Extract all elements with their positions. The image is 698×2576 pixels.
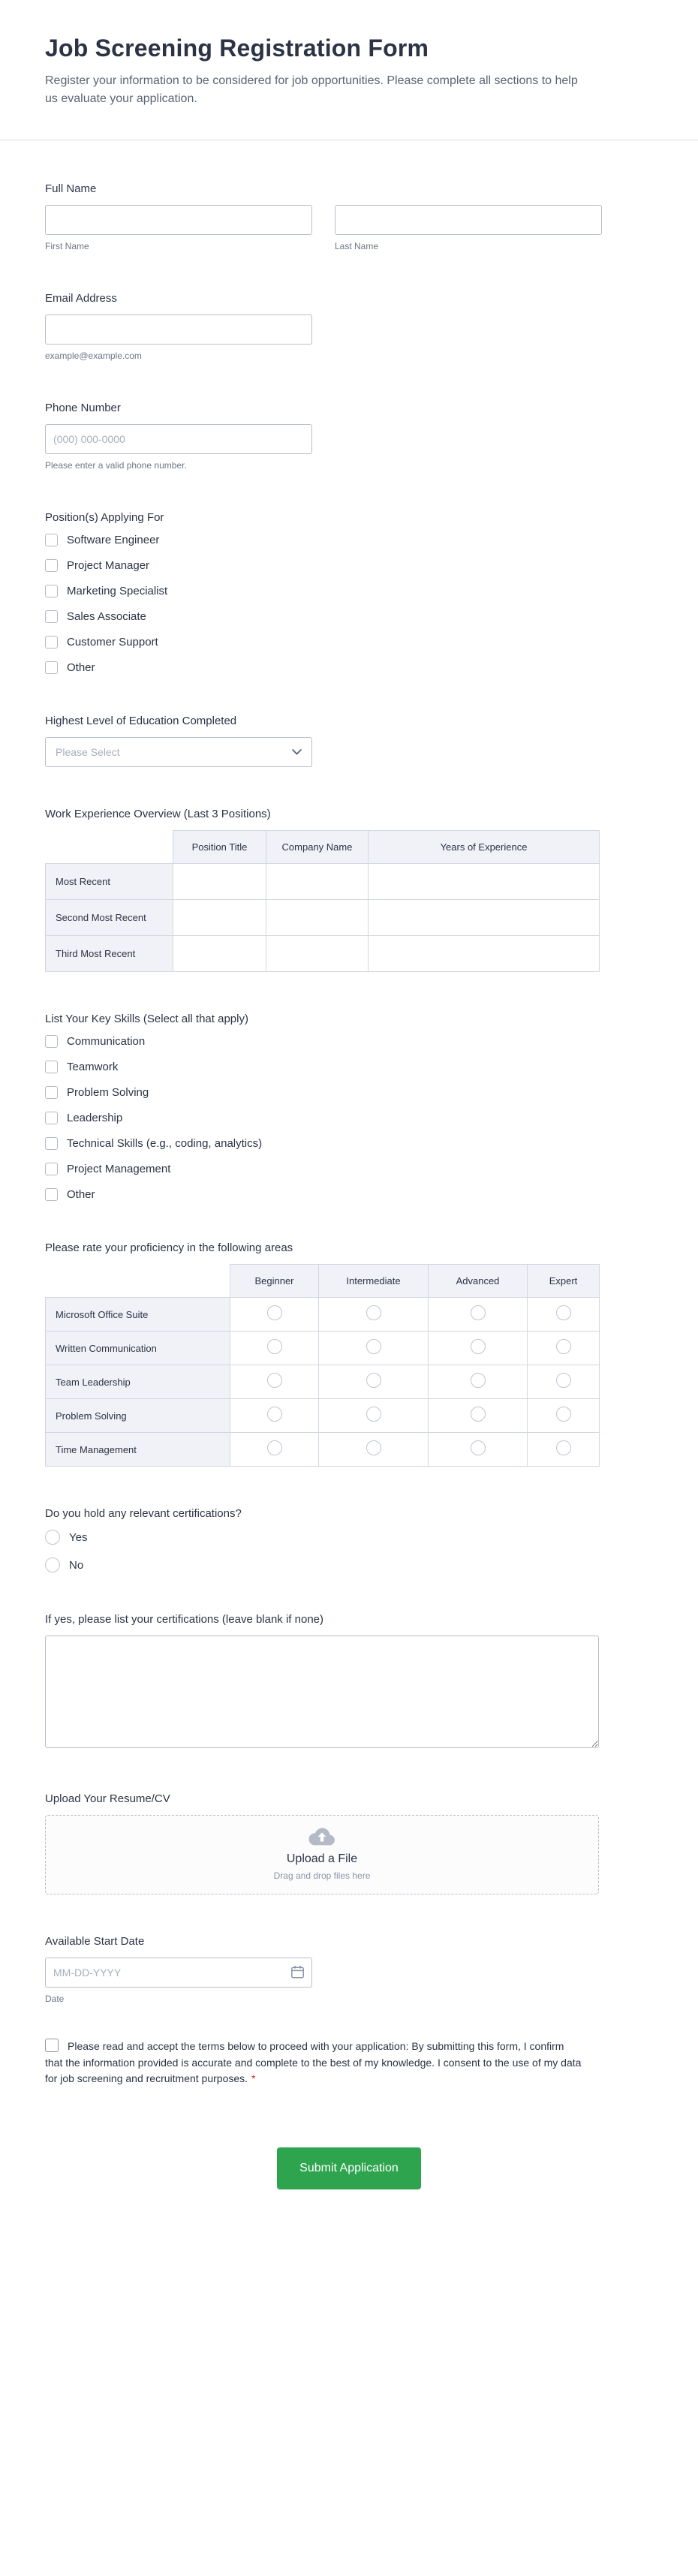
proficiency-cell — [230, 1365, 319, 1399]
upload-cloud-icon — [308, 1827, 336, 1847]
positions-label: Position(s) Applying For — [45, 511, 164, 524]
radio-button[interactable] — [267, 1339, 282, 1354]
field-proficiency — [45, 1241, 653, 1467]
position-option-sales-associate[interactable] — [45, 610, 653, 623]
certifications-question-label: Do you hold any relevant certifications? — [45, 1507, 242, 1520]
work-cell-input[interactable] — [369, 900, 599, 935]
checkbox-icon[interactable] — [45, 534, 58, 546]
work-cell — [266, 864, 369, 900]
option-label: Technical Skills (e.g., coding, analytics) — [67, 1137, 263, 1150]
proficiency-row-microsoft-office-suite — [46, 1298, 600, 1332]
last-name-input[interactable] — [335, 205, 602, 235]
work-experience-table — [45, 830, 600, 972]
option-label: Leadership — [67, 1112, 123, 1124]
work-cell — [266, 936, 369, 972]
radio-button[interactable] — [366, 1407, 381, 1422]
radio-button[interactable] — [556, 1339, 571, 1354]
proficiency-cell — [429, 1298, 528, 1332]
skill-option-problem-solving[interactable] — [45, 1086, 653, 1099]
radio-button[interactable] — [471, 1339, 486, 1354]
work-cell-input[interactable] — [173, 936, 266, 971]
field-terms — [45, 2039, 582, 2087]
field-certifications-question — [45, 1507, 653, 1572]
certifications-option-yes[interactable] — [45, 1530, 653, 1545]
proficiency-label: Please rate your proficiency in the following areas — [45, 1241, 293, 1254]
work-row-header: Second Most Recent — [46, 900, 173, 936]
work-cell-input[interactable] — [266, 936, 368, 971]
proficiency-cell — [429, 1365, 528, 1399]
terms-paragraph — [45, 2039, 582, 2087]
work-header-row — [46, 831, 600, 864]
proficiency-row-problem-solving — [46, 1399, 600, 1433]
checkbox-icon[interactable] — [45, 1188, 58, 1201]
checkbox-icon[interactable] — [45, 1086, 58, 1099]
field-education — [45, 715, 653, 767]
checkbox-icon[interactable] — [45, 1035, 58, 1048]
option-label: Project Manager — [67, 559, 150, 572]
file-upload-dropzone[interactable] — [45, 1815, 599, 1894]
proficiency-cell — [429, 1399, 528, 1433]
radio-button[interactable] — [366, 1305, 381, 1320]
option-label: Software Engineer — [67, 534, 160, 546]
phone-label: Phone Number — [45, 402, 121, 414]
proficiency-cell — [528, 1365, 600, 1399]
proficiency-cell — [319, 1365, 429, 1399]
radio-button[interactable] — [471, 1407, 486, 1422]
work-row-header: Most Recent — [46, 864, 173, 900]
position-option-marketing-specialist[interactable] — [45, 585, 653, 597]
phone-input[interactable] — [45, 424, 312, 454]
option-label: Communication — [67, 1035, 146, 1048]
checkbox-icon[interactable] — [45, 661, 58, 674]
position-option-customer-support[interactable] — [45, 636, 653, 649]
radio-button[interactable] — [471, 1440, 486, 1455]
skill-option-technical-skills[interactable] — [45, 1137, 653, 1150]
work-cell — [369, 864, 600, 900]
proficiency-row-header: Microsoft Office Suite — [46, 1298, 230, 1332]
checkbox-icon[interactable] — [45, 1061, 58, 1073]
upload-file-button[interactable]: Upload a File — [286, 1852, 358, 1865]
resume-upload-label: Upload Your Resume/CV — [45, 1792, 170, 1805]
proficiency-row-written-communication — [46, 1332, 600, 1365]
skill-option-project-management[interactable] — [45, 1163, 653, 1175]
option-label: No — [69, 1558, 84, 1572]
work-cell-input[interactable] — [266, 900, 368, 935]
checkbox-icon[interactable] — [45, 610, 58, 623]
email-input[interactable] — [45, 314, 312, 345]
proficiency-cell — [319, 1433, 429, 1467]
work-row-header: Third Most Recent — [46, 936, 173, 972]
work-cell-input[interactable] — [266, 864, 368, 899]
phone-sublabel: Please enter a valid phone number. — [45, 460, 187, 471]
start-date-sublabel: Date — [45, 1994, 65, 2004]
option-label: Other — [67, 661, 95, 674]
option-label: Sales Associate — [67, 610, 146, 623]
field-email — [45, 292, 653, 361]
work-row-most-recent — [46, 864, 600, 900]
proficiency-cell — [319, 1399, 429, 1433]
radio-button[interactable] — [471, 1373, 486, 1388]
option-label: Yes — [69, 1530, 88, 1544]
certifications-textarea[interactable] — [45, 1636, 599, 1748]
radio-button[interactable] — [45, 1530, 60, 1545]
option-label: Teamwork — [67, 1061, 119, 1073]
checkbox-icon[interactable] — [45, 636, 58, 649]
chevron-down-icon — [292, 749, 302, 755]
proficiency-cell — [230, 1433, 319, 1467]
work-cell-input[interactable] — [173, 900, 266, 935]
field-positions — [45, 511, 653, 674]
proficiency-cell — [528, 1433, 600, 1467]
radio-button[interactable] — [556, 1373, 571, 1388]
checkbox-icon[interactable] — [45, 1163, 58, 1175]
work-col-header: Company Name — [266, 831, 369, 864]
proficiency-row-header: Written Communication — [46, 1332, 230, 1365]
proficiency-col-header: Intermediate — [319, 1265, 429, 1298]
option-label: Other — [67, 1188, 95, 1201]
first-name-col — [45, 205, 312, 251]
education-label: Highest Level of Education Completed — [45, 715, 237, 727]
proficiency-cell — [230, 1399, 319, 1433]
checkbox-icon[interactable] — [45, 559, 58, 572]
start-date-label: Available Start Date — [45, 1935, 145, 1948]
work-experience-label: Work Experience Overview (Last 3 Positions) — [45, 808, 271, 820]
terms-text: Please read and accept the terms below to proceed with your application: By submitting this form, I confirm that the information provided is accurate and complete to the best of my knowledge. I consent to the use of my data for job screening and recruitment purposes. — [45, 2040, 582, 2085]
education-select-value: Please Select — [56, 746, 120, 758]
field-phone — [45, 402, 653, 471]
last-name-col — [335, 205, 602, 251]
work-cell — [173, 936, 266, 972]
skills-label: List Your Key Skills (Select all that apply) — [45, 1013, 248, 1025]
email-label: Email Address — [45, 292, 117, 305]
work-row-third-most-recent — [46, 936, 600, 972]
radio-button[interactable] — [267, 1407, 282, 1422]
proficiency-cell — [528, 1332, 600, 1365]
page-subtitle: Register your information to be considered for job opportunities. Please complete all sections to help us evaluate your application. — [45, 74, 578, 105]
radio-button[interactable] — [45, 1557, 60, 1572]
work-cell-input[interactable] — [369, 864, 599, 899]
skill-option-other[interactable] — [45, 1188, 653, 1201]
calendar-icon[interactable] — [290, 1965, 305, 1979]
page-title: Job Screening Registration Form — [45, 35, 429, 62]
last-name-sublabel: Last Name — [335, 241, 379, 251]
form-content — [0, 140, 698, 2219]
work-col-header: Position Title — [173, 831, 266, 864]
terms-checkbox[interactable] — [45, 2039, 59, 2052]
work-cell — [266, 900, 369, 936]
proficiency-row-header: Problem Solving — [46, 1399, 230, 1433]
checkbox-icon[interactable] — [45, 585, 58, 597]
work-cell — [369, 936, 600, 972]
required-asterisk: * — [251, 2072, 256, 2085]
first-name-input[interactable] — [45, 205, 312, 235]
radio-button[interactable] — [267, 1305, 282, 1320]
submit-button[interactable]: Submit Application — [277, 2147, 421, 2189]
table-corner-cell — [46, 831, 173, 864]
field-skills — [45, 1013, 653, 1201]
work-cell-input[interactable] — [369, 936, 599, 971]
position-option-project-manager[interactable] — [45, 559, 653, 572]
work-cell — [173, 900, 266, 936]
email-sublabel: example@example.com — [45, 351, 142, 361]
form-header — [0, 0, 698, 140]
work-cell-input[interactable] — [173, 864, 266, 899]
proficiency-cell — [319, 1332, 429, 1365]
full-name-label: Full Name — [45, 182, 97, 195]
radio-button[interactable] — [366, 1373, 381, 1388]
proficiency-cell — [528, 1399, 600, 1433]
start-date-input[interactable] — [45, 1958, 312, 1988]
field-certifications-list — [45, 1613, 653, 1752]
proficiency-row-team-leadership — [46, 1365, 600, 1399]
radio-button[interactable] — [556, 1305, 571, 1320]
radio-button[interactable] — [556, 1407, 571, 1422]
radio-button[interactable] — [267, 1440, 282, 1455]
position-option-other[interactable] — [45, 661, 653, 674]
proficiency-col-header: Advanced — [429, 1265, 528, 1298]
position-option-software-engineer[interactable] — [45, 534, 653, 546]
work-cell — [173, 864, 266, 900]
skill-option-communication[interactable] — [45, 1035, 653, 1048]
submit-row — [45, 2147, 653, 2219]
field-resume-upload — [45, 1792, 653, 1894]
skill-option-teamwork[interactable] — [45, 1061, 653, 1073]
upload-hint: Drag and drop files here — [273, 1870, 371, 1881]
proficiency-row-header: Time Management — [46, 1433, 230, 1467]
work-col-header: Years of Experience — [369, 831, 600, 864]
work-row-second-most-recent — [46, 900, 600, 936]
proficiency-table — [45, 1264, 600, 1467]
proficiency-cell — [429, 1433, 528, 1467]
proficiency-cell — [528, 1298, 600, 1332]
first-name-sublabel: First Name — [45, 241, 89, 251]
field-work-experience — [45, 808, 653, 972]
option-label: Marketing Specialist — [67, 585, 168, 597]
option-label: Problem Solving — [67, 1086, 149, 1099]
proficiency-col-header: Expert — [528, 1265, 600, 1298]
field-full-name — [45, 182, 653, 251]
date-input-wrapper — [45, 1958, 312, 1988]
radio-button[interactable] — [366, 1440, 381, 1455]
proficiency-cell — [319, 1298, 429, 1332]
proficiency-row-header: Team Leadership — [46, 1365, 230, 1399]
radio-button[interactable] — [267, 1373, 282, 1388]
proficiency-row-time-management — [46, 1433, 600, 1467]
checkbox-icon[interactable] — [45, 1112, 58, 1124]
option-label: Customer Support — [67, 636, 158, 649]
work-cell — [369, 900, 600, 936]
radio-button[interactable] — [471, 1305, 486, 1320]
name-row — [45, 205, 653, 251]
education-select[interactable] — [45, 737, 312, 767]
radio-button[interactable] — [556, 1440, 571, 1455]
proficiency-col-header: Beginner — [230, 1265, 319, 1298]
radio-button[interactable] — [366, 1339, 381, 1354]
proficiency-cell — [429, 1332, 528, 1365]
table-corner-cell — [46, 1265, 230, 1298]
proficiency-header-row — [46, 1265, 600, 1298]
checkbox-icon[interactable] — [45, 1137, 58, 1150]
proficiency-cell — [230, 1298, 319, 1332]
field-start-date — [45, 1935, 653, 2004]
skill-option-leadership[interactable] — [45, 1112, 653, 1124]
certifications-list-label: If yes, please list your certifications (leave blank if none) — [45, 1613, 324, 1626]
option-label: Project Management — [67, 1163, 171, 1175]
certifications-option-no[interactable] — [45, 1557, 653, 1572]
proficiency-cell — [230, 1332, 319, 1365]
